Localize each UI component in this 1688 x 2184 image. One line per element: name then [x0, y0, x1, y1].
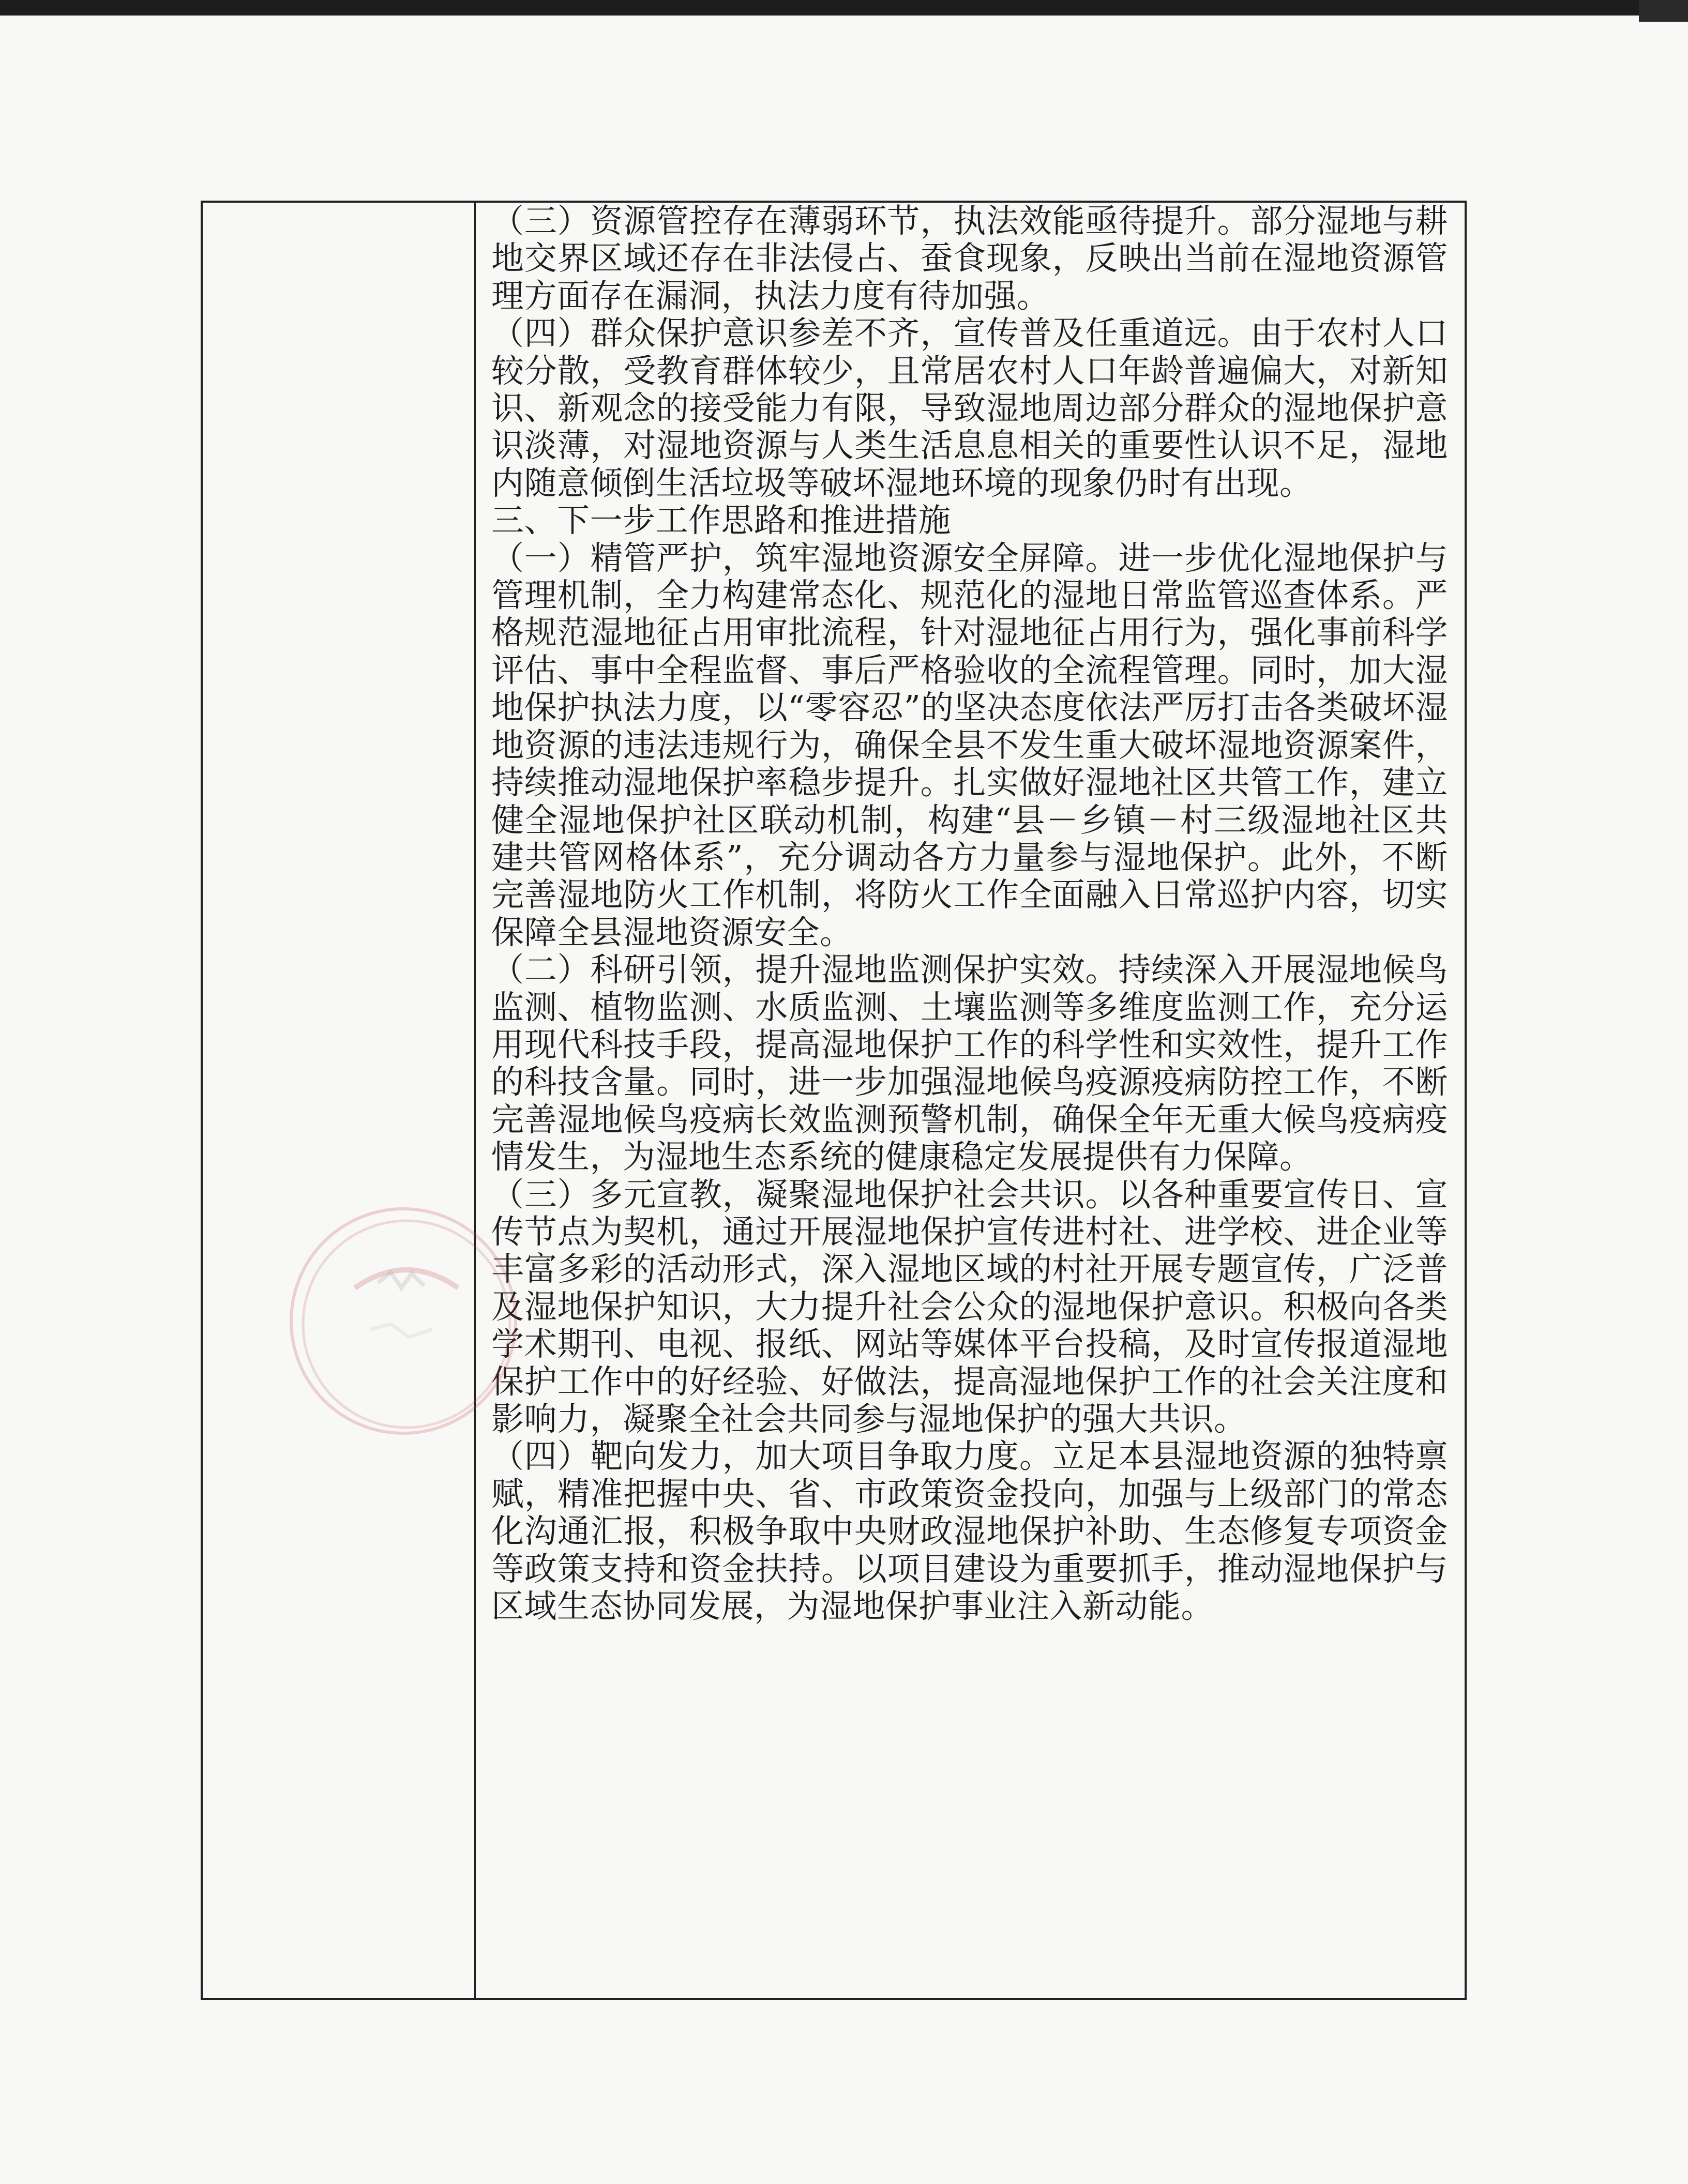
- scan-top-edge: [0, 0, 1688, 16]
- section-heading-next-steps: 三、下一步工作思路和推进措施: [491, 502, 951, 540]
- seal-icon: [293, 1210, 520, 1438]
- paragraph-public-awareness: （四）群众保护意识参差不齐，宣传普及任重道远。由于农村人口较分散，受教育群体较少，且常居农村人口年龄普遍偏大，对新知识、新观念的接受能力有限，导致湿地周边部分群众的湿地保护意识淡薄，对湿地资源与人类生活息息相关的重要性认识不足，湿地内随意倾倒生活垃圾等破坏湿地环境的现象仍时有出现。: [491, 314, 1448, 502]
- paragraph-project-funding: （四）靶向发力，加大项目争取力度。立足本县湿地资源的独特禀赋，精准把握中央、省、市政策资金投向，加强与上级部门的常态化沟通汇报，积极争取中央财政湿地保护补助、生态修复专项资金等政策支持和资金扶持。以项目建设为重要抓手，推动湿地保护与区域生态协同发展，为湿地保护事业注入新动能。: [491, 1437, 1448, 1626]
- official-seal-stamp: [290, 1207, 517, 1435]
- paragraph-resource-control: （三）资源管控存在薄弱环节，执法效能亟待提升。部分湿地与耕地交界区域还存在非法侵占、蚕食现象，反映出当前在湿地资源管理方面存在漏洞，执法力度有待加强。: [491, 202, 1448, 315]
- document-body: [491, 203, 1448, 1625]
- table-label-column: [203, 203, 476, 1998]
- paragraph-strict-protection: （一）精管严护，筑牢湿地资源安全屏障。进一步优化湿地保护与管理机制，全力构建常态化、规范化的湿地日常监管巡查体系。严格规范湿地征占用审批流程，针对湿地征占用行为，强化事前科学评估、事中全程监督、事后严格验收的全流程管理。同时，加大湿地保护执法力度，以“零容忍”的坚决态度依法严厉打击各类破坏湿地资源的违法违规行为，确保全县不发生重大破坏湿地资源案件，持续推动湿地保护率稳步提升。扎实做好湿地社区共管工作，建立健全湿地保护社区联动机制，构建“县－乡镇－村三级湿地社区共建共管网格体系”，充分调动各方力量参与湿地保护。此外，不断完善湿地防火工作机制，将防火工作全面融入日常巡护内容，切实保障全县湿地资源安全。: [491, 539, 1448, 951]
- paragraph-research-monitoring: （二）科研引领，提升湿地监测保护实效。持续深入开展湿地候鸟监测、植物监测、水质监测、土壤监测等多维度监测工作，充分运用现代科技手段，提高湿地保护工作的科学性和实效性，提升工作的科技含量。同时，进一步加强湿地候鸟疫源疫病防控工作，不断完善湿地候鸟疫病长效监测预警机制，确保全年无重大候鸟疫病疫情发生，为湿地生态系统的健康稳定发展提供有力保障。: [491, 951, 1448, 1176]
- form-table: [201, 201, 1467, 2000]
- paragraph-publicity-education: （三）多元宣教，凝聚湿地保护社会共识。以各种重要宣传日、宣传节点为契机，通过开展湿地保护宣传进村社、进学校、进企业等丰富多彩的活动形式，深入湿地区域的村社开展专题宣传，广泛普及湿地保护知识，大力提升社会公众的湿地保护意识。积极向各类学术期刊、电视、报纸、网站等媒体平台投稿，及时宣传报道湿地保护工作中的好经验、好做法，提高湿地保护工作的社会关注度和影响力，凝聚全社会共同参与湿地保护的强大共识。: [491, 1175, 1448, 1438]
- scan-corner-shadow: [1639, 0, 1688, 22]
- table-content-column: [476, 203, 1465, 1998]
